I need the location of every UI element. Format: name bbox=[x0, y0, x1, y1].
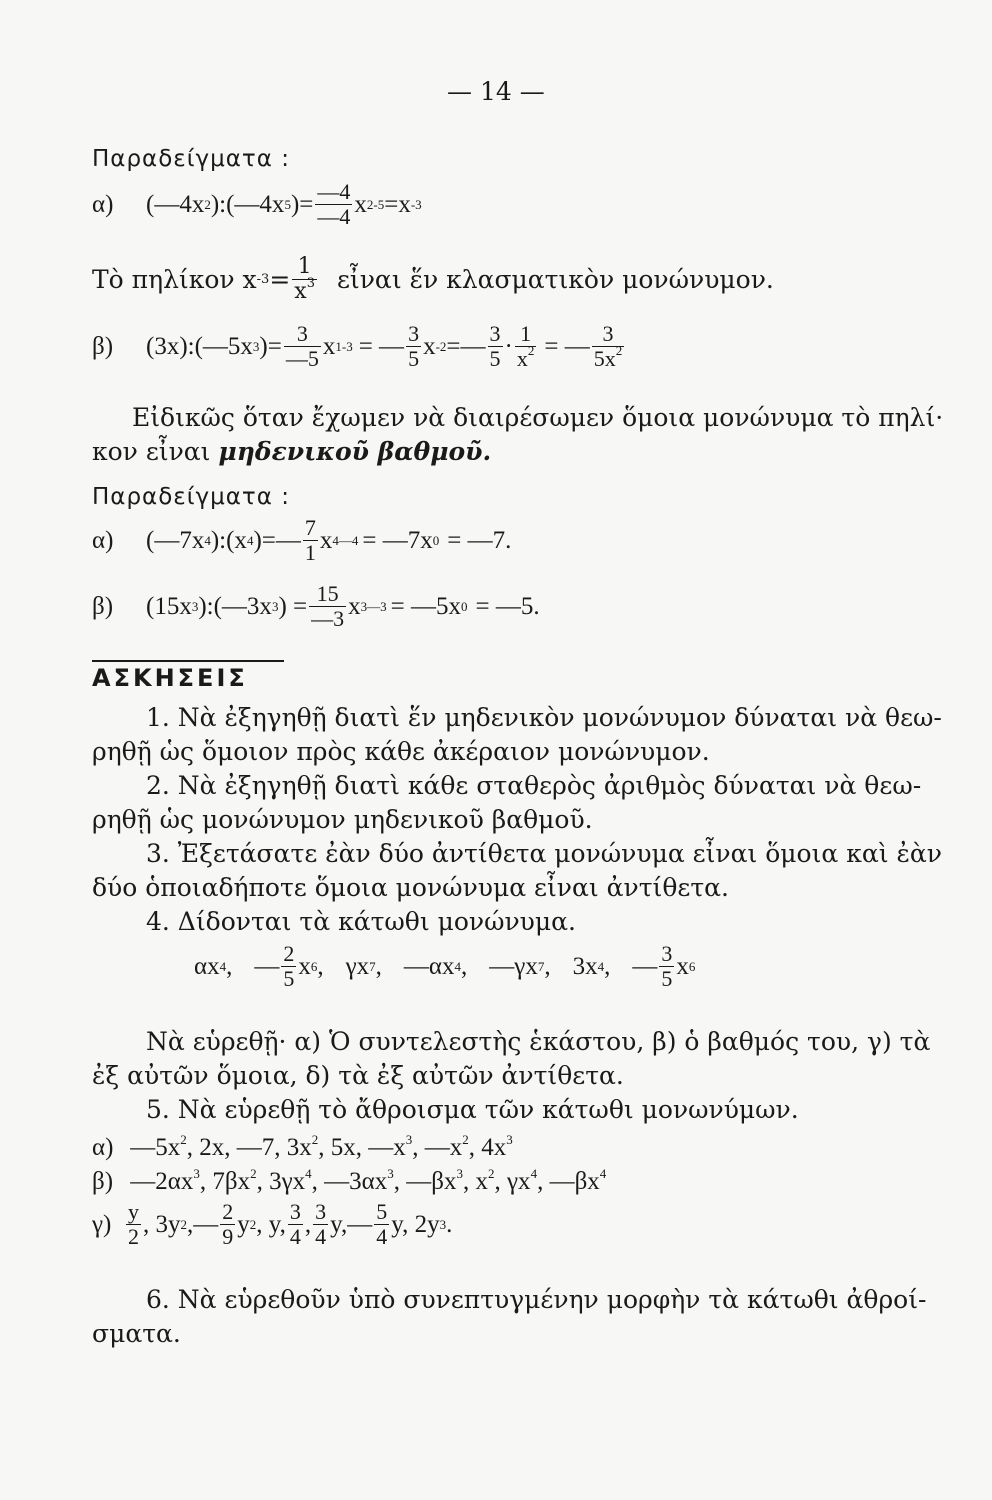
math-term: = bbox=[269, 264, 291, 294]
exponent: 3 bbox=[387, 1166, 394, 1181]
sum-b bbox=[92, 1168, 606, 1196]
monomial: — bbox=[632, 952, 658, 980]
term: , 3y bbox=[143, 1210, 181, 1238]
paragraph-line: Εἰδικῶς ὅταν ἔχωμεν νὰ διαιρέσωμεν ὅμοια μονώνυμα τὸ πηλί· bbox=[132, 403, 944, 432]
fraction bbox=[406, 322, 421, 371]
numerator: 1 bbox=[297, 254, 312, 279]
exponent: 2 bbox=[311, 1132, 319, 1147]
fraction bbox=[515, 322, 537, 371]
math-term: (—4x bbox=[146, 190, 205, 218]
math-term: = —7. bbox=[447, 526, 512, 554]
fraction bbox=[592, 322, 625, 371]
fraction bbox=[659, 942, 674, 991]
denominator: 1 bbox=[304, 540, 316, 565]
term: , —βx bbox=[393, 1168, 457, 1195]
exponent: 3 bbox=[405, 1132, 413, 1147]
example-label: β) bbox=[92, 592, 114, 620]
denominator bbox=[292, 276, 317, 304]
exponent: 4 bbox=[530, 1166, 538, 1181]
math-term: · bbox=[504, 332, 513, 360]
exercise-3-line: 3. Ἐξετάσατε ἐὰν δύο ἀντίθετα μονώνυμα εἶναι ὅμοια καὶ ἐὰν bbox=[146, 839, 942, 868]
term: , x bbox=[463, 1168, 488, 1195]
find-instruction-line: ἐξ αὐτῶν ὅμοια, δ) τὰ ἐξ αὐτῶν ἀντίθετα. bbox=[92, 1061, 624, 1090]
denominator: 5 bbox=[661, 966, 673, 991]
math-term: = — bbox=[358, 332, 405, 360]
denominator bbox=[515, 343, 537, 371]
denominator: 5 bbox=[408, 346, 420, 371]
term: , 4x bbox=[468, 1134, 507, 1161]
example-label: α) bbox=[92, 190, 114, 218]
exponent: 3 bbox=[506, 1132, 513, 1147]
denominator: —5 bbox=[285, 346, 319, 371]
monomial: x bbox=[298, 952, 311, 980]
denominator: 5 bbox=[489, 346, 501, 371]
term: , y, bbox=[256, 1210, 286, 1238]
math-term: x bbox=[354, 190, 367, 218]
denominator: 5 bbox=[283, 966, 295, 991]
numerator: 2 bbox=[222, 1199, 234, 1224]
numerator: 3 bbox=[602, 321, 614, 346]
math-term: (—7x bbox=[146, 526, 205, 554]
term: y,— bbox=[330, 1210, 373, 1238]
numerator: 3 bbox=[489, 321, 501, 346]
denominator bbox=[592, 343, 625, 371]
denominator: —4 bbox=[317, 204, 351, 229]
separator: , bbox=[604, 952, 611, 980]
example-1-equation: α) (—4x 2 ):(—4x 5 )= $\frac{—4}{—4}$ x 2-5 =x -3 bbox=[92, 179, 422, 229]
paragraph-line bbox=[92, 436, 491, 468]
math-term: =x bbox=[384, 190, 411, 218]
text: εἶναι ἕν κλασματικὸν μονώνυμον. bbox=[336, 264, 774, 294]
math-term: ) = bbox=[278, 592, 308, 620]
math-term: x bbox=[319, 526, 333, 554]
examples-heading-2: Παραδείγματα : bbox=[92, 484, 290, 510]
exponent: 2 bbox=[462, 1132, 469, 1147]
denominator: 9 bbox=[222, 1224, 234, 1249]
monomial: γx bbox=[345, 952, 370, 980]
math-term: )=— bbox=[253, 526, 301, 554]
term: , —βx bbox=[537, 1168, 600, 1195]
separator: , bbox=[375, 952, 382, 980]
math-term: =— bbox=[446, 332, 486, 360]
sum-label: β) bbox=[92, 1168, 114, 1195]
quotient-statement: Τὸ πηλίκον x -3 = $\frac{1}{x^3}$ εἶναι ἕν κλασματικὸν μονώνυμον. bbox=[92, 254, 774, 304]
emphasis-text: μηδενικοῦ βαθμοῦ. bbox=[218, 437, 492, 466]
math-term: ):(—3x bbox=[198, 592, 272, 620]
example-4-equation: β) (15x 3 ):(—3x 3 ) = $\frac{15}{—3}$ x 3—3 = —5x 0 = —5. bbox=[92, 581, 540, 631]
term: y bbox=[237, 1210, 250, 1238]
monomial: αx bbox=[194, 952, 220, 980]
term: , —x bbox=[412, 1134, 463, 1161]
sum-label: γ) bbox=[92, 1210, 112, 1238]
separator: , bbox=[544, 952, 551, 980]
numerator: 3 bbox=[408, 321, 420, 346]
exponent: 2 bbox=[250, 1166, 257, 1181]
monomial: —γx bbox=[489, 952, 538, 980]
math-term: x bbox=[322, 332, 336, 360]
math-term: (15x bbox=[146, 592, 192, 620]
term: y, 2y bbox=[391, 1210, 440, 1238]
denominator-base: 5x bbox=[593, 346, 616, 371]
monomial: x bbox=[676, 952, 689, 980]
fraction bbox=[315, 180, 352, 229]
math-term: = —5x bbox=[390, 592, 461, 620]
numerator: 5 bbox=[376, 1199, 388, 1224]
numerator: 2 bbox=[283, 941, 295, 966]
exercise-3-line: δύο ὁποιαδήποτε ὅμοια μονώνυμα εἶναι ἀντίθετα. bbox=[92, 873, 729, 902]
fraction bbox=[292, 255, 317, 304]
exercise-4-line: 4. Δίδονται τὰ κάτωθι μονώνυμα. bbox=[146, 907, 576, 936]
exercise-5-line: 5. Νὰ εὑρεθῇ τὸ ἄθροισμα τῶν κάτωθι μονωνύμων. bbox=[146, 1095, 799, 1124]
heading-rule bbox=[92, 660, 284, 662]
exponent: 2 bbox=[527, 343, 535, 358]
examples-heading-1: Παραδείγματα : bbox=[92, 146, 290, 172]
example-3-equation: α) (—7x 4 ):(x 4 )=— $\frac{7}{1}$ x 4—4 = —7x 0 = —7. bbox=[92, 515, 512, 565]
math-term: ):(—4x bbox=[210, 190, 285, 218]
example-label: α) bbox=[92, 526, 114, 554]
term: , bbox=[304, 1210, 312, 1238]
denominator-base: x bbox=[294, 279, 307, 304]
exercise-6-line: σματα. bbox=[92, 1319, 181, 1348]
numerator: 3 bbox=[296, 321, 308, 346]
exponent: 2 bbox=[488, 1166, 495, 1181]
page-number: — 14 — bbox=[447, 77, 545, 106]
fraction bbox=[126, 1200, 141, 1249]
fraction bbox=[284, 322, 321, 371]
exponent: 4 bbox=[599, 1166, 607, 1181]
math-term: = —7x bbox=[362, 526, 433, 554]
exercise-6-line: 6. Νὰ εὑρεθοῦν ὑπὸ συνεπτυγμένην μορφὴν τὰ κάτωθι ἀθροί- bbox=[146, 1285, 927, 1314]
math-term: )= bbox=[259, 332, 282, 360]
exponent: 2 bbox=[615, 343, 623, 358]
fraction bbox=[288, 1200, 303, 1249]
separator: , bbox=[317, 952, 324, 980]
exercise-1-line: ρηθῇ ὡς ὅμοιον πρὸς κάθε ἀκέραιον μονώνυμον. bbox=[92, 737, 710, 766]
exponent: 4 bbox=[305, 1166, 312, 1181]
exponent: 3 bbox=[306, 276, 315, 291]
term: , 2x, —7, 3x bbox=[186, 1134, 312, 1161]
find-instruction-line: Νὰ εὑρεθῇ· α) Ὁ συντελεστὴς ἑκάστου, β) ὁ βαθμός του, γ) τὰ bbox=[146, 1027, 931, 1056]
monomial: 3x bbox=[572, 952, 598, 980]
fraction bbox=[220, 1200, 235, 1249]
fraction bbox=[309, 582, 346, 631]
example-label: β) bbox=[92, 332, 114, 360]
math-term: x bbox=[423, 332, 436, 360]
exercise-2-line: ρηθῇ ὡς μονώνυμον μηδενικοῦ βαθμοῦ. bbox=[92, 805, 593, 834]
denominator: 4 bbox=[315, 1224, 327, 1249]
exponent: 3 bbox=[193, 1166, 200, 1181]
fraction bbox=[374, 1200, 389, 1249]
term: —5x bbox=[130, 1134, 181, 1161]
denominator: 2 bbox=[128, 1224, 139, 1249]
fraction bbox=[303, 516, 318, 565]
term: , 3γx bbox=[256, 1168, 306, 1195]
separator: , bbox=[226, 952, 233, 980]
exercise-2-line: 2. Νὰ ἐξηγηθῇ διατὶ κάθε σταθερὸς ἀριθμὸς δύναται νὰ θεω- bbox=[146, 771, 922, 800]
exponent: 3 bbox=[456, 1166, 463, 1181]
math-term: x bbox=[348, 592, 361, 620]
exercise-1-line: 1. Νὰ ἐξηγηθῇ διατὶ ἕν μηδενικὸν μονώνυμον δύναται νὰ θεω- bbox=[146, 703, 942, 732]
denominator-base: x bbox=[516, 346, 528, 371]
term: , 7βx bbox=[199, 1168, 251, 1195]
numerator: 3 bbox=[289, 1199, 301, 1224]
numerator: 3 bbox=[315, 1199, 327, 1224]
sum-a bbox=[92, 1134, 513, 1162]
math-term: = —5. bbox=[475, 592, 540, 620]
math-term: ):(x bbox=[210, 526, 247, 554]
term: . bbox=[446, 1210, 453, 1238]
monomial: —αx bbox=[403, 952, 455, 980]
exponent: 2 bbox=[180, 1132, 187, 1147]
denominator: 4 bbox=[289, 1224, 301, 1249]
math-term: (3x):(—5x bbox=[146, 332, 253, 360]
separator: , bbox=[461, 952, 468, 980]
text: κον εἶναι bbox=[92, 437, 211, 466]
numerator: 3 bbox=[661, 941, 673, 966]
fraction bbox=[281, 942, 296, 991]
term: ,— bbox=[187, 1210, 219, 1238]
sum-g: γ) $\frac{y}{2}$ , 3y 2 ,— $\frac{2}{9}$ y 2 , y, $\frac{3}{4}$ , $\frac{3}{4}$ y,— $\frac{5}{4}$ y, 2y 3 . bbox=[92, 1199, 453, 1249]
fraction bbox=[488, 322, 503, 371]
monomials-list: αx 4 , — $\frac{2}{5}$ x 6 , γx 7 , —αx 4 , —γx 7 , 3x 4 , — $\frac{3}{5}$ x 6 bbox=[194, 941, 696, 991]
example-2-equation: β) (3x):(—5x 3 )= $\frac{3}{—5}$ x 1-3 = — $\frac{3}{5}$ x -2 =— $\frac{3}{5}$ · $\frac{1}{x^2}$ = — $\frac{3}{5x^2}$ bbox=[92, 321, 623, 371]
math-term: = — bbox=[544, 332, 590, 360]
term: —2αx bbox=[130, 1168, 194, 1195]
numerator: 1 bbox=[520, 321, 532, 346]
denominator: —3 bbox=[311, 606, 345, 631]
text: Τὸ πηλίκον x bbox=[92, 264, 257, 294]
term: , 5x, —x bbox=[318, 1134, 406, 1161]
math-term: )= bbox=[290, 190, 314, 218]
exercises-heading: ΑΣΚΗΣΕΙΣ bbox=[92, 664, 248, 692]
denominator: 4 bbox=[376, 1224, 388, 1249]
fraction bbox=[313, 1200, 328, 1249]
term: , γx bbox=[494, 1168, 531, 1195]
term: , —3αx bbox=[311, 1168, 388, 1195]
numerator: —4 bbox=[317, 179, 351, 204]
numerator: y bbox=[128, 1199, 139, 1224]
monomial: — bbox=[254, 952, 280, 980]
sum-label: α) bbox=[92, 1134, 114, 1161]
numerator: 7 bbox=[304, 515, 316, 540]
numerator: 15 bbox=[316, 581, 339, 606]
